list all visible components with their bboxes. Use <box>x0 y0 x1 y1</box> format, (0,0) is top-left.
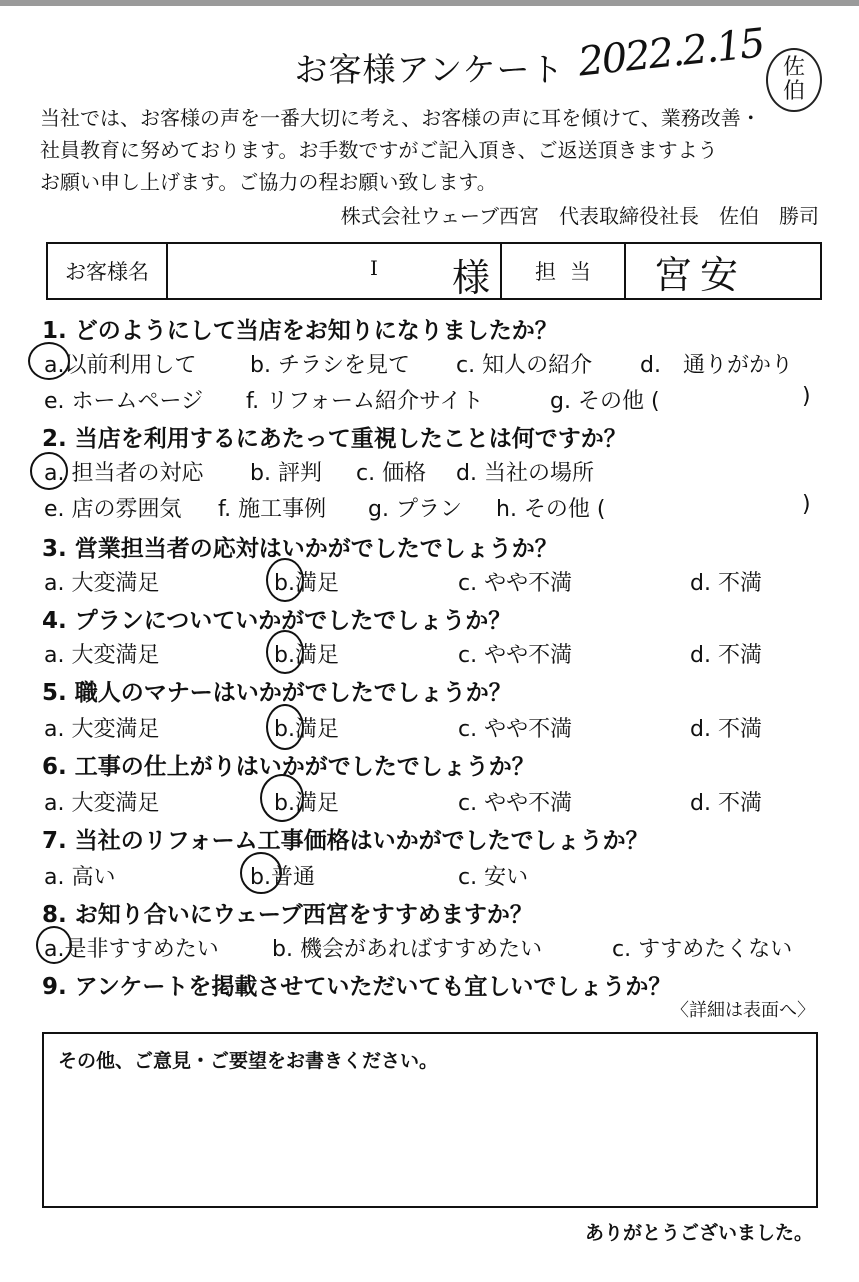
q3-option-c[interactable]: c. やや不満 <box>458 571 573 596</box>
selection-circle <box>266 558 304 602</box>
q5-option-c[interactable]: c. やや不満 <box>458 717 573 742</box>
intro-line: 当社では、お客様の声を一番大切に考え、お客様の声に耳を傾けて、業務改善・ <box>40 106 761 130</box>
q2-option-a[interactable]: a. 担当者の対応 <box>44 461 204 486</box>
q6-option-c[interactable]: c. やや不満 <box>458 791 573 816</box>
question-8: 8. お知り合いにウェーブ西宮をすすめますか？ <box>42 902 533 928</box>
q6-option-b[interactable]: b.満足 <box>274 791 339 816</box>
selection-circle <box>260 774 304 822</box>
comment-box-label: その他、ご意見・ご要望をお書きください。 <box>58 1050 439 1072</box>
name-seal-stamp <box>766 48 822 112</box>
q3-option-b[interactable]: b.満足 <box>274 571 339 596</box>
q1-option-f[interactable]: f. リフォーム紹介サイト <box>246 389 484 414</box>
honorific-label: 様 <box>451 256 490 300</box>
question-5: 5. 職人のマナーはいかがでしたでしょうか？ <box>42 680 512 706</box>
selection-circle <box>36 926 72 964</box>
form-title: お客様アンケート <box>294 50 565 89</box>
question-7: 7. 当社のリフォーム工事価格はいかがでしたでしょうか？ <box>42 828 649 854</box>
stamp-char: 伯 <box>782 79 805 104</box>
q7-option-b[interactable]: b.普通 <box>250 865 315 890</box>
q5-option-d[interactable]: d. 不満 <box>690 717 762 742</box>
q5-option-b[interactable]: b.満足 <box>274 717 339 742</box>
q2-paren-close: ) <box>802 492 811 517</box>
top-border <box>0 0 859 6</box>
intro-line: お願い申し上げます。ご協力の程お願い致します。 <box>40 170 497 194</box>
q3-option-d[interactable]: d. 不満 <box>690 571 762 596</box>
staff-name-field[interactable]: 宮安 <box>654 252 747 297</box>
q4-option-d[interactable]: d. 不満 <box>690 643 762 668</box>
q2-option-h[interactable]: h. その他 ( <box>496 497 606 522</box>
q2-option-e[interactable]: e. 店の雰囲気 <box>44 497 182 522</box>
q2-option-b[interactable]: b. 評判 <box>250 461 322 486</box>
selection-circle <box>28 342 70 380</box>
question-1: 1. どのようにして当店をお知りになりましたか？ <box>42 318 558 344</box>
comment-box[interactable] <box>42 1032 818 1208</box>
question-4: 4. プランについていかがでしたでしょうか？ <box>42 608 512 634</box>
selection-circle <box>266 704 304 750</box>
staff-label: 担当 <box>502 244 626 298</box>
q1-option-g[interactable]: g. その他 ( <box>550 389 660 414</box>
q8-option-c[interactable]: c. すすめたくない <box>612 937 793 962</box>
question-2: 2. 当店を利用するにあたって重視したことは何ですか？ <box>42 426 627 452</box>
q6-option-d[interactable]: d. 不満 <box>690 791 762 816</box>
company-signature: 株式会社ウェーブ西宮 代表取締役社長 佐伯 勝司 <box>340 204 819 228</box>
q2-option-g[interactable]: g. プラン <box>368 497 462 522</box>
question-3: 3. 営業担当者の応対はいかがでしたでしょうか？ <box>42 536 558 562</box>
q4-option-b[interactable]: b.満足 <box>274 643 339 668</box>
question-9: 9. アンケートを掲載させていただいても宜しいでしょうか？ <box>42 974 672 1000</box>
q2-option-f[interactable]: f. 施工事例 <box>218 497 327 522</box>
q7-option-c[interactable]: c. 安い <box>458 865 529 890</box>
customer-name-label: お客様名 <box>48 244 168 298</box>
customer-name-value: I <box>370 256 378 280</box>
q1-option-b[interactable]: b. チラシを見て <box>250 353 410 378</box>
q1-option-a[interactable]: a.以前利用して <box>44 353 197 378</box>
q6-option-a[interactable]: a. 大変満足 <box>44 791 160 816</box>
q3-option-a[interactable]: a. 大変満足 <box>44 571 160 596</box>
q4-option-c[interactable]: c. やや不満 <box>458 643 573 668</box>
selection-circle <box>240 852 282 894</box>
detail-note: 〈詳細は表面へ〉 <box>671 1000 815 1021</box>
customer-name-field[interactable] <box>168 244 502 298</box>
question-6: 6. 工事の仕上がりはいかがでしたでしょうか？ <box>42 754 535 780</box>
thanks-text: ありがとうございました。 <box>584 1222 813 1244</box>
customer-info-row <box>46 242 822 300</box>
q1-option-e[interactable]: e. ホームページ <box>44 389 204 414</box>
q1-option-d[interactable]: d. 通りがかり <box>640 353 793 378</box>
handwritten-date: 2022.2.15 <box>576 20 766 86</box>
q2-option-d[interactable]: d. 当社の場所 <box>456 461 594 486</box>
selection-circle <box>30 452 68 490</box>
q5-option-a[interactable]: a. 大変満足 <box>44 717 160 742</box>
q8-option-a[interactable]: a.是非すすめたい <box>44 937 219 962</box>
stamp-char: 佐 <box>782 55 805 80</box>
q7-option-a[interactable]: a. 高い <box>44 865 116 890</box>
q4-option-a[interactable]: a. 大変満足 <box>44 643 160 668</box>
q8-option-b[interactable]: b. 機会があればすすめたい <box>272 937 543 962</box>
q1-option-c[interactable]: c. 知人の紹介 <box>456 353 593 378</box>
q1-paren-close: ) <box>802 384 811 409</box>
intro-line: 社員教育に努めております。お手数ですがご記入頂き、ご返送頂きますよう <box>40 138 718 162</box>
selection-circle <box>266 630 304 674</box>
q2-option-c[interactable]: c. 価格 <box>356 461 427 486</box>
